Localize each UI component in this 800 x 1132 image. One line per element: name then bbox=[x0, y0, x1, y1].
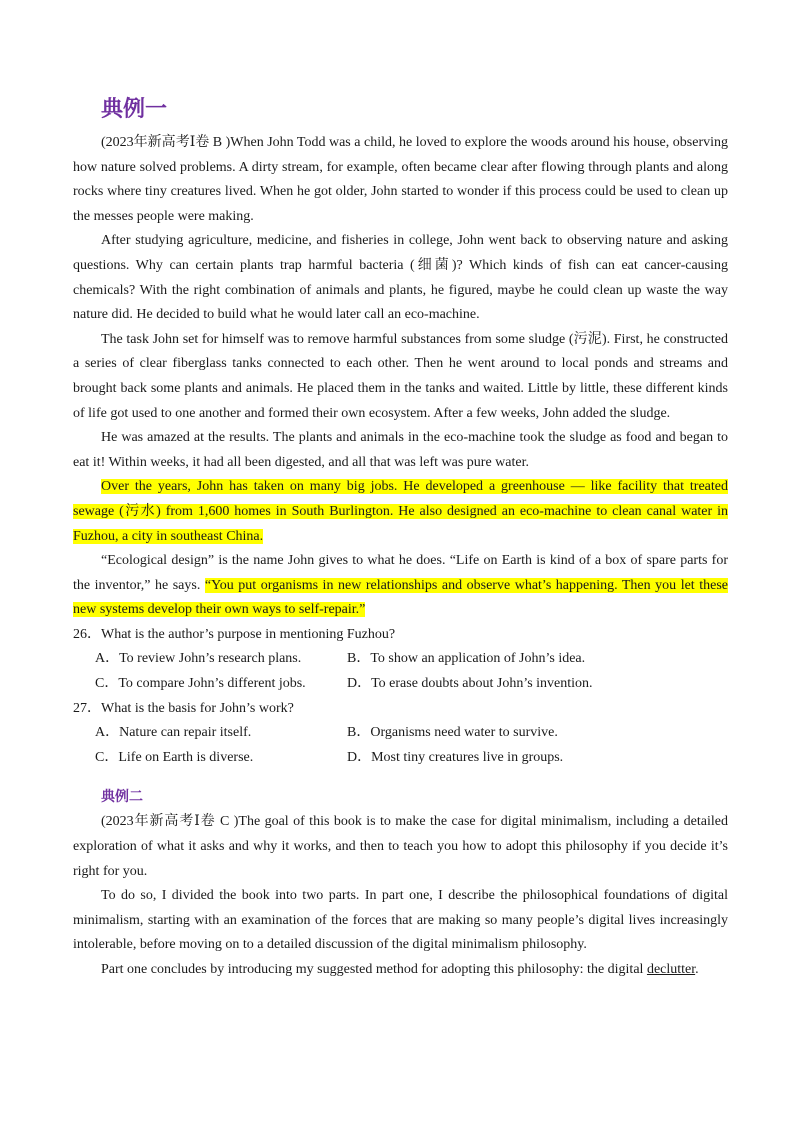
question-26-option-d[interactable]: D．To erase doubts about John’s invention. bbox=[347, 676, 593, 692]
question-27-option-a[interactable]: A．Nature can repair itself. bbox=[95, 725, 252, 741]
paragraph-3-end: . bbox=[695, 962, 699, 977]
question-26-stem: 26．What is the author’s purpose in mentioning Fuzhou? bbox=[73, 626, 396, 642]
question-27 bbox=[73, 697, 728, 771]
question-27-options-row-1 bbox=[73, 721, 728, 746]
question-27-option-c[interactable]: C．Life on Earth is diverse. bbox=[95, 749, 254, 765]
question-26-option-c[interactable]: C．To compare John’s different jobs. bbox=[95, 676, 306, 692]
question-27-options-row-2 bbox=[73, 746, 728, 771]
underlined-word: declutter bbox=[646, 962, 696, 977]
example-two-heading: 典例二 bbox=[101, 790, 143, 806]
question-27-option-b[interactable]: B．Organisms need water to survive. bbox=[347, 725, 558, 741]
question-27-stem: 27．What is the basis for John’s work? bbox=[73, 700, 294, 716]
passage-b-paragraph-1: (2023年新高考Ⅰ卷 B )When John Todd was a child, he loved to explore the woods around his house, observing how nature solved problems. A dirty stream, for example, often became clear after flowing through plants and along rocks where tiny creatures lived. When he got older, John started to wonder if this process could be used to clean up the messes people were making. bbox=[73, 135, 728, 224]
highlighted-text: Over the years, John has taken on many big jobs. He developed a greenhouse — like facility that treated sewage (污水) from 1,600 homes in South Burlington. He also designed an eco-machine to clean canal water in Fuzhou, a city in southeast China. bbox=[73, 479, 728, 544]
passage-b-paragraph-2: After studying agriculture, medicine, and fisheries in college, John went back to observing nature and asking questions. Why can certain plants trap harmful bacteria (细菌)? Which kinds of fish can eat cancer-causing chemicals? With the right combination of animals and plants, he figured, maybe he could clean up waste the way nature did. He decided to build what he would later call an eco-machine. bbox=[73, 233, 728, 323]
passage-c-paragraph-2: To do so, I divided the book into two parts. In part one, I describe the philosophical foundations of digital minimalism, starting with an examination of the forces that are making so many people’s digital lives increasingly intolerable, before moving on to a detailed discussion of the digital minimalism philosophy. bbox=[73, 888, 728, 953]
passage-c-paragraph-3 bbox=[73, 958, 728, 983]
example-one-heading: 典例一 bbox=[101, 96, 168, 121]
passage-b-paragraph-4: He was amazed at the results. The plants and animals in the eco-machine took the sludge as food and began to eat it! Within weeks, it had all been digested, and all that was left was pure water. bbox=[73, 430, 728, 470]
question-26-options-row-2 bbox=[73, 672, 728, 697]
question-26 bbox=[73, 623, 728, 697]
passage-c-paragraph-1: (2023年新高考Ⅰ卷 C )The goal of this book is to make the case for digital minimalism, including a detailed exploration of what it asks and why it works, and then to teach you how to adopt this philosophy if you decide it’s right for you. bbox=[73, 814, 728, 879]
page-content bbox=[73, 92, 728, 983]
question-26-option-a[interactable]: A．To review John’s research plans. bbox=[95, 651, 302, 667]
passage-b-paragraph-3: The task John set for himself was to remove harmful substances from some sludge (污泥). First, he constructed a series of clear fiberglass tanks connected to each other. Then he went around to local ponds and streams and brought back some plants and animals. He placed them in the tanks and waited. Little by little, these different kinds of life got used to one another and formed their own ecosystem. After a few weeks, John added the sludge. bbox=[73, 331, 728, 421]
highlighted-quote: “You put organisms in new relationships and observe what’s happening. Then you let these new systems develop their own ways to self-repair.” bbox=[73, 577, 728, 618]
question-26-options-row-1 bbox=[73, 647, 728, 672]
passage-b-paragraph-5 bbox=[73, 475, 728, 549]
passage-b-paragraph-6 bbox=[73, 549, 728, 623]
question-27-option-d[interactable]: D．Most tiny creatures live in groups. bbox=[347, 749, 564, 765]
paragraph-3-text: Part one concludes by introducing my suggested method for adopting this philosophy: the digital bbox=[101, 962, 647, 977]
quote-intro: “Ecological design” is the name John gives to what he does. “Life on Earth is kind of a box of spare parts for the inventor,” he says. bbox=[73, 553, 728, 593]
question-26-option-b[interactable]: B．To show an application of John’s idea. bbox=[347, 651, 586, 667]
